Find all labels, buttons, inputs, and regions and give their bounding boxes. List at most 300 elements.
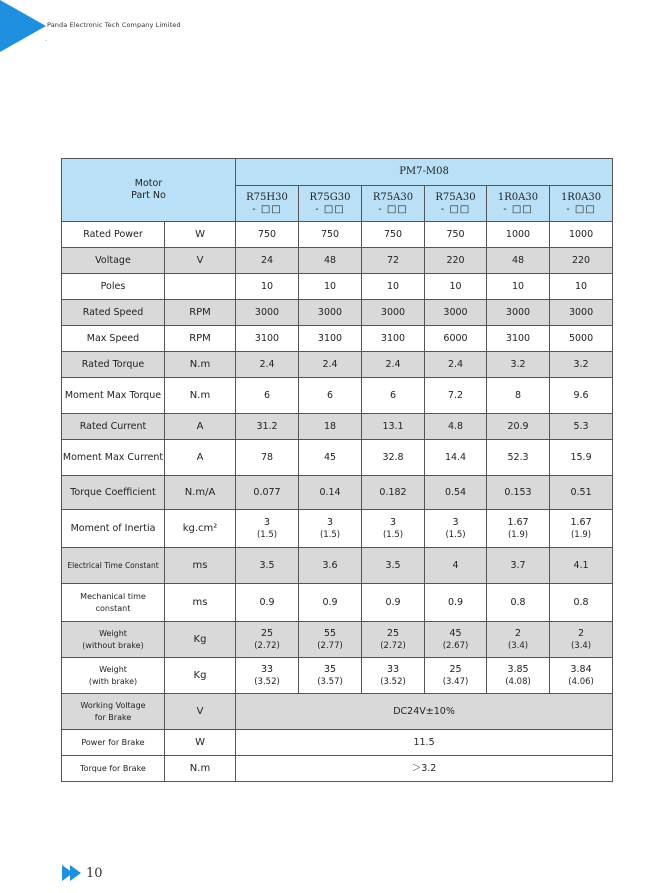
row-label-text: Voltage [95,254,131,266]
row-label-text: Moment Max Torque [64,389,162,401]
model-name: R75H30 [246,191,288,203]
motor-label: Motor [134,178,163,189]
value-text: 18 [323,420,337,432]
value-text: 0.8 [510,596,526,608]
value-cell [362,326,425,352]
value-text: 1000 [568,228,594,240]
value-subtext: (3.4) [507,640,529,651]
value-subtext: (3.47) [442,676,469,687]
value-text: 0.9 [322,596,338,608]
value-text: 3000 [443,306,468,318]
value-text: 10 [323,280,337,292]
value-subtext: (3.4) [570,640,592,651]
row-unit: RPM [165,300,236,326]
row-label [62,248,165,274]
value-subtext: (3.52) [380,676,406,687]
table-row [62,326,613,352]
value-text: 2.4 [259,358,275,370]
value-text: 10 [575,280,588,292]
value-text: 3.7 [510,559,526,571]
row-label [62,510,165,548]
row-label [62,414,165,440]
row-unit: V [165,694,236,730]
value-text: 3.2 [510,358,526,370]
model-header [362,186,425,222]
value-cell [362,510,425,548]
row-label-subtext: (without brake) [82,640,144,650]
row-label-subtext: for Brake [94,712,132,722]
value-subtext: (2.67) [442,640,469,651]
value-cell [299,222,362,248]
row-label-text: Power for Brake [81,737,145,747]
value-cell [550,548,613,584]
page-number-area [62,865,103,881]
table-row [62,222,613,248]
value-text: 3100 [317,332,343,344]
value-text: 32.8 [382,451,404,463]
value-text: 4.1 [573,559,589,571]
value-text: 3 [263,516,271,528]
value-text: 55 [323,627,337,639]
row-label-text: Electrical Time Constant [67,560,159,570]
row-label [62,378,165,414]
value-subtext: (3.57) [317,676,343,687]
row-label [62,584,165,622]
row-label-text: Weight [99,628,127,638]
value-text: 9.6 [573,389,589,401]
table-row [62,378,613,414]
row-label [62,658,165,694]
value-text: 220 [571,254,591,266]
value-text: 13.1 [382,420,404,432]
value-cell [487,222,550,248]
row-label [62,326,165,352]
value-text: 0.153 [504,486,532,498]
value-subtext: (1.9) [507,529,529,540]
table-row [62,548,613,584]
row-label-text: Mechanical time constant [80,591,146,613]
row-label-text: Moment Max Current [62,451,164,463]
value-cell [362,476,425,510]
value-cell [487,584,550,622]
value-cell [487,300,550,326]
value-text: 0.8 [573,596,589,608]
value-cell [550,440,613,476]
value-cell [550,510,613,548]
value-cell [299,548,362,584]
value-cell [299,658,362,694]
value-text: 220 [446,254,465,266]
row-unit: N.m [165,756,236,782]
value-text: 3.6 [322,559,338,571]
value-text: 52.3 [507,451,529,463]
value-cell [550,352,613,378]
value-subtext: (1.5) [256,529,278,540]
value-cell [362,584,425,622]
row-label-subtext: (with brake) [88,676,138,686]
row-label [62,756,165,782]
value-cell [362,300,425,326]
value-text: 25 [449,663,462,675]
value-text: 0.182 [379,486,407,498]
value-text: 5000 [568,332,594,344]
value-cell [299,440,362,476]
value-cell [362,440,425,476]
value-text: 45 [449,627,462,639]
merged-value-cell: ＞3.2 [236,756,613,782]
value-cell [362,622,425,658]
value-cell [487,378,550,414]
value-cell [487,510,550,548]
value-cell [362,548,425,584]
value-cell [236,378,299,414]
value-text: 0.077 [253,486,281,498]
value-text: 3000 [254,306,280,318]
value-cell [550,274,613,300]
table-row [62,730,613,756]
value-cell [550,622,613,658]
value-text: 750 [446,228,465,240]
row-label [62,694,165,730]
value-text: 10 [449,280,462,292]
value-cell [236,476,299,510]
row-label-text: Torque Coefficient [70,486,156,498]
row-unit: N.m/A [165,476,236,510]
value-cell [362,274,425,300]
table-row [62,622,613,658]
value-cell [299,274,362,300]
model-header [425,186,487,222]
value-text: 750 [320,228,340,240]
row-unit: A [165,414,236,440]
value-cell [362,414,425,440]
value-cell [487,622,550,658]
value-cell [299,622,362,658]
table-row [62,694,613,730]
row-unit: W [165,730,236,756]
value-subtext: (2.72) [380,640,406,651]
model-header [550,186,613,222]
value-cell [299,352,362,378]
value-subtext: (2.72) [254,640,280,651]
value-cell [236,352,299,378]
value-cell [425,326,487,352]
value-text: 3.5 [259,559,275,571]
value-cell [236,584,299,622]
value-cell [425,584,487,622]
table-row [62,476,613,510]
value-text: 78 [260,451,274,463]
value-text: 2.4 [447,358,464,370]
value-cell [236,248,299,274]
value-text: 7.2 [447,389,464,401]
header-dot: . [45,36,47,43]
model-suffix: - □□ [252,203,282,215]
value-subtext: (3.52) [254,676,280,687]
value-subtext: (1.9) [570,529,592,540]
value-text: 4.8 [447,420,464,432]
value-cell [299,248,362,274]
value-text: 6 [263,389,271,401]
value-text: 3 [452,516,459,528]
model-header [299,186,362,222]
row-label [62,730,165,756]
table-row [62,274,613,300]
value-text: 3 [326,516,334,528]
value-text: 45 [323,451,337,463]
model-name: 1R0A30 [497,191,539,203]
table-row [62,756,613,782]
value-text: 24 [260,254,274,266]
value-text: 72 [386,254,400,266]
row-label-text: Rated Power [83,228,143,240]
value-cell [487,352,550,378]
value-text: 750 [383,228,403,240]
value-cell [425,622,487,658]
value-cell [425,548,487,584]
value-cell [362,378,425,414]
value-cell [550,414,613,440]
row-label-text: Rated Current [79,420,147,432]
value-cell [299,378,362,414]
value-cell [425,222,487,248]
value-text: 750 [257,228,277,240]
value-text: 5.3 [573,420,589,432]
value-cell [425,476,487,510]
arrow-icon [70,865,81,881]
value-text: 2 [514,627,522,639]
table-row [62,300,613,326]
value-text: 10 [260,280,274,292]
model-header [236,186,299,222]
value-text: 3000 [505,306,531,318]
table-row [62,440,613,476]
value-text: 33 [386,663,400,675]
value-text: 1.67 [507,516,529,528]
row-unit: ms [165,584,236,622]
value-cell [236,548,299,584]
value-cell [299,414,362,440]
value-cell [487,658,550,694]
value-text: 2 [578,627,585,639]
value-text: 3000 [317,306,343,318]
value-text: 25 [386,627,400,639]
table-row [62,414,613,440]
model-name: R75A30 [372,191,414,203]
table-row [62,352,613,378]
value-text: 3100 [254,332,280,344]
value-cell [425,248,487,274]
value-cell [487,548,550,584]
value-cell [236,300,299,326]
value-cell [487,414,550,440]
value-cell [550,378,613,414]
row-label-text: Rated Speed [82,306,144,318]
merged-value-cell: DC24V±10% [236,694,613,730]
page-number: 10 [86,865,103,881]
value-cell [550,658,613,694]
value-cell [550,222,613,248]
row-unit: Kg [165,622,236,658]
row-unit: N.m [165,352,236,378]
model-suffix: - □□ [503,203,533,215]
value-cell [487,476,550,510]
value-cell [425,414,487,440]
row-unit: W [165,222,236,248]
row-label-text: Poles [100,280,126,292]
value-text: 3000 [568,306,594,318]
row-label [62,476,165,510]
value-cell [236,414,299,440]
value-cell [425,378,487,414]
value-cell [487,440,550,476]
model-suffix: - □□ [378,203,408,215]
value-text: 0.54 [444,486,467,498]
value-subtext: (2.77) [317,640,343,651]
row-label [62,440,165,476]
row-label [62,300,165,326]
value-text: 14.4 [444,451,467,463]
value-text: 0.9 [259,596,275,608]
row-unit: A [165,440,236,476]
corner-triangle-logo [0,0,46,52]
value-text: 33 [260,663,274,675]
value-cell [425,352,487,378]
value-cell [425,440,487,476]
value-cell [362,222,425,248]
value-cell [236,440,299,476]
value-text: 3100 [505,332,531,344]
value-cell [299,300,362,326]
table-row [62,510,613,548]
value-cell [299,326,362,352]
value-text: 0.14 [319,486,341,498]
merged-value-cell: 11.5 [236,730,613,756]
value-subtext: (1.5) [382,529,404,540]
value-cell [362,248,425,274]
row-label-text: Max Speed [86,332,140,344]
model-suffix: - □□ [566,203,596,215]
model-name: R75G30 [309,191,351,203]
value-text: 3000 [380,306,406,318]
row-label-text: Moment of Inertia [70,522,156,534]
row-label [62,222,165,248]
value-text: 15.9 [570,451,592,463]
model-header [487,186,550,222]
value-text: 2.4 [322,358,338,370]
value-cell [236,326,299,352]
value-text: 0.9 [385,596,401,608]
value-cell [299,584,362,622]
value-text: 3 [389,516,397,528]
value-text: 3.5 [385,559,401,571]
value-text: 8 [514,389,522,401]
value-text: 0.9 [447,596,464,608]
value-cell [236,274,299,300]
value-text: 1000 [505,228,531,240]
table-row [62,584,613,622]
value-cell [425,658,487,694]
value-cell [550,300,613,326]
value-text: 4 [452,559,459,571]
value-cell [425,510,487,548]
value-subtext: (1.5) [319,529,341,540]
company-name: Panda Electronic Tech Company Limited [47,21,181,29]
value-cell [299,476,362,510]
value-text: 6 [326,389,334,401]
row-unit: RPM [165,326,236,352]
model-name: R75A30 [435,191,476,203]
value-text: 3.2 [573,358,589,370]
value-cell [550,476,613,510]
value-text: 3100 [380,332,406,344]
value-text: 0.51 [570,486,592,498]
value-text: 6 [389,389,397,401]
value-text: 3.85 [507,663,529,675]
row-unit [165,274,236,300]
value-subtext: (4.06) [568,676,594,687]
table-row [62,248,613,274]
value-text: 48 [511,254,525,266]
value-cell [487,274,550,300]
row-label [62,352,165,378]
model-suffix: - □□ [315,203,345,215]
row-label-text: Working Voltage [80,700,146,710]
value-subtext: (4.08) [505,676,531,687]
motor-spec-table [61,158,613,782]
row-label [62,548,165,584]
row-unit: Kg [165,658,236,694]
value-text: 25 [260,627,274,639]
row-label [62,274,165,300]
row-unit: N.m [165,378,236,414]
series-header: PM7-M08 [236,159,613,186]
value-cell [236,222,299,248]
value-text: 35 [323,663,337,675]
row-label-text: Torque for Brake [80,763,146,773]
table-row [62,658,613,694]
model-name: 1R0A30 [560,191,602,203]
value-cell [425,274,487,300]
value-text: 10 [386,280,400,292]
value-text: 48 [323,254,337,266]
model-suffix: - □□ [440,203,471,215]
value-cell [299,510,362,548]
value-cell [487,248,550,274]
value-cell [425,300,487,326]
value-text: 20.9 [507,420,529,432]
value-text: 1.67 [570,516,592,528]
value-cell [362,658,425,694]
value-cell [236,658,299,694]
value-cell [550,248,613,274]
value-text: 3.84 [570,663,592,675]
value-subtext: (1.5) [445,529,466,540]
value-text: 31.2 [256,420,278,432]
part-no-label: Part No [131,190,166,201]
row-label [62,622,165,658]
value-text: 6000 [443,332,468,344]
value-cell [487,326,550,352]
value-cell [550,584,613,622]
value-text: 10 [511,280,525,292]
value-cell [362,352,425,378]
value-text: 2.4 [385,358,401,370]
value-cell [236,510,299,548]
value-cell [236,622,299,658]
row-unit: ms [165,548,236,584]
row-unit: kg.cm² [165,510,236,548]
